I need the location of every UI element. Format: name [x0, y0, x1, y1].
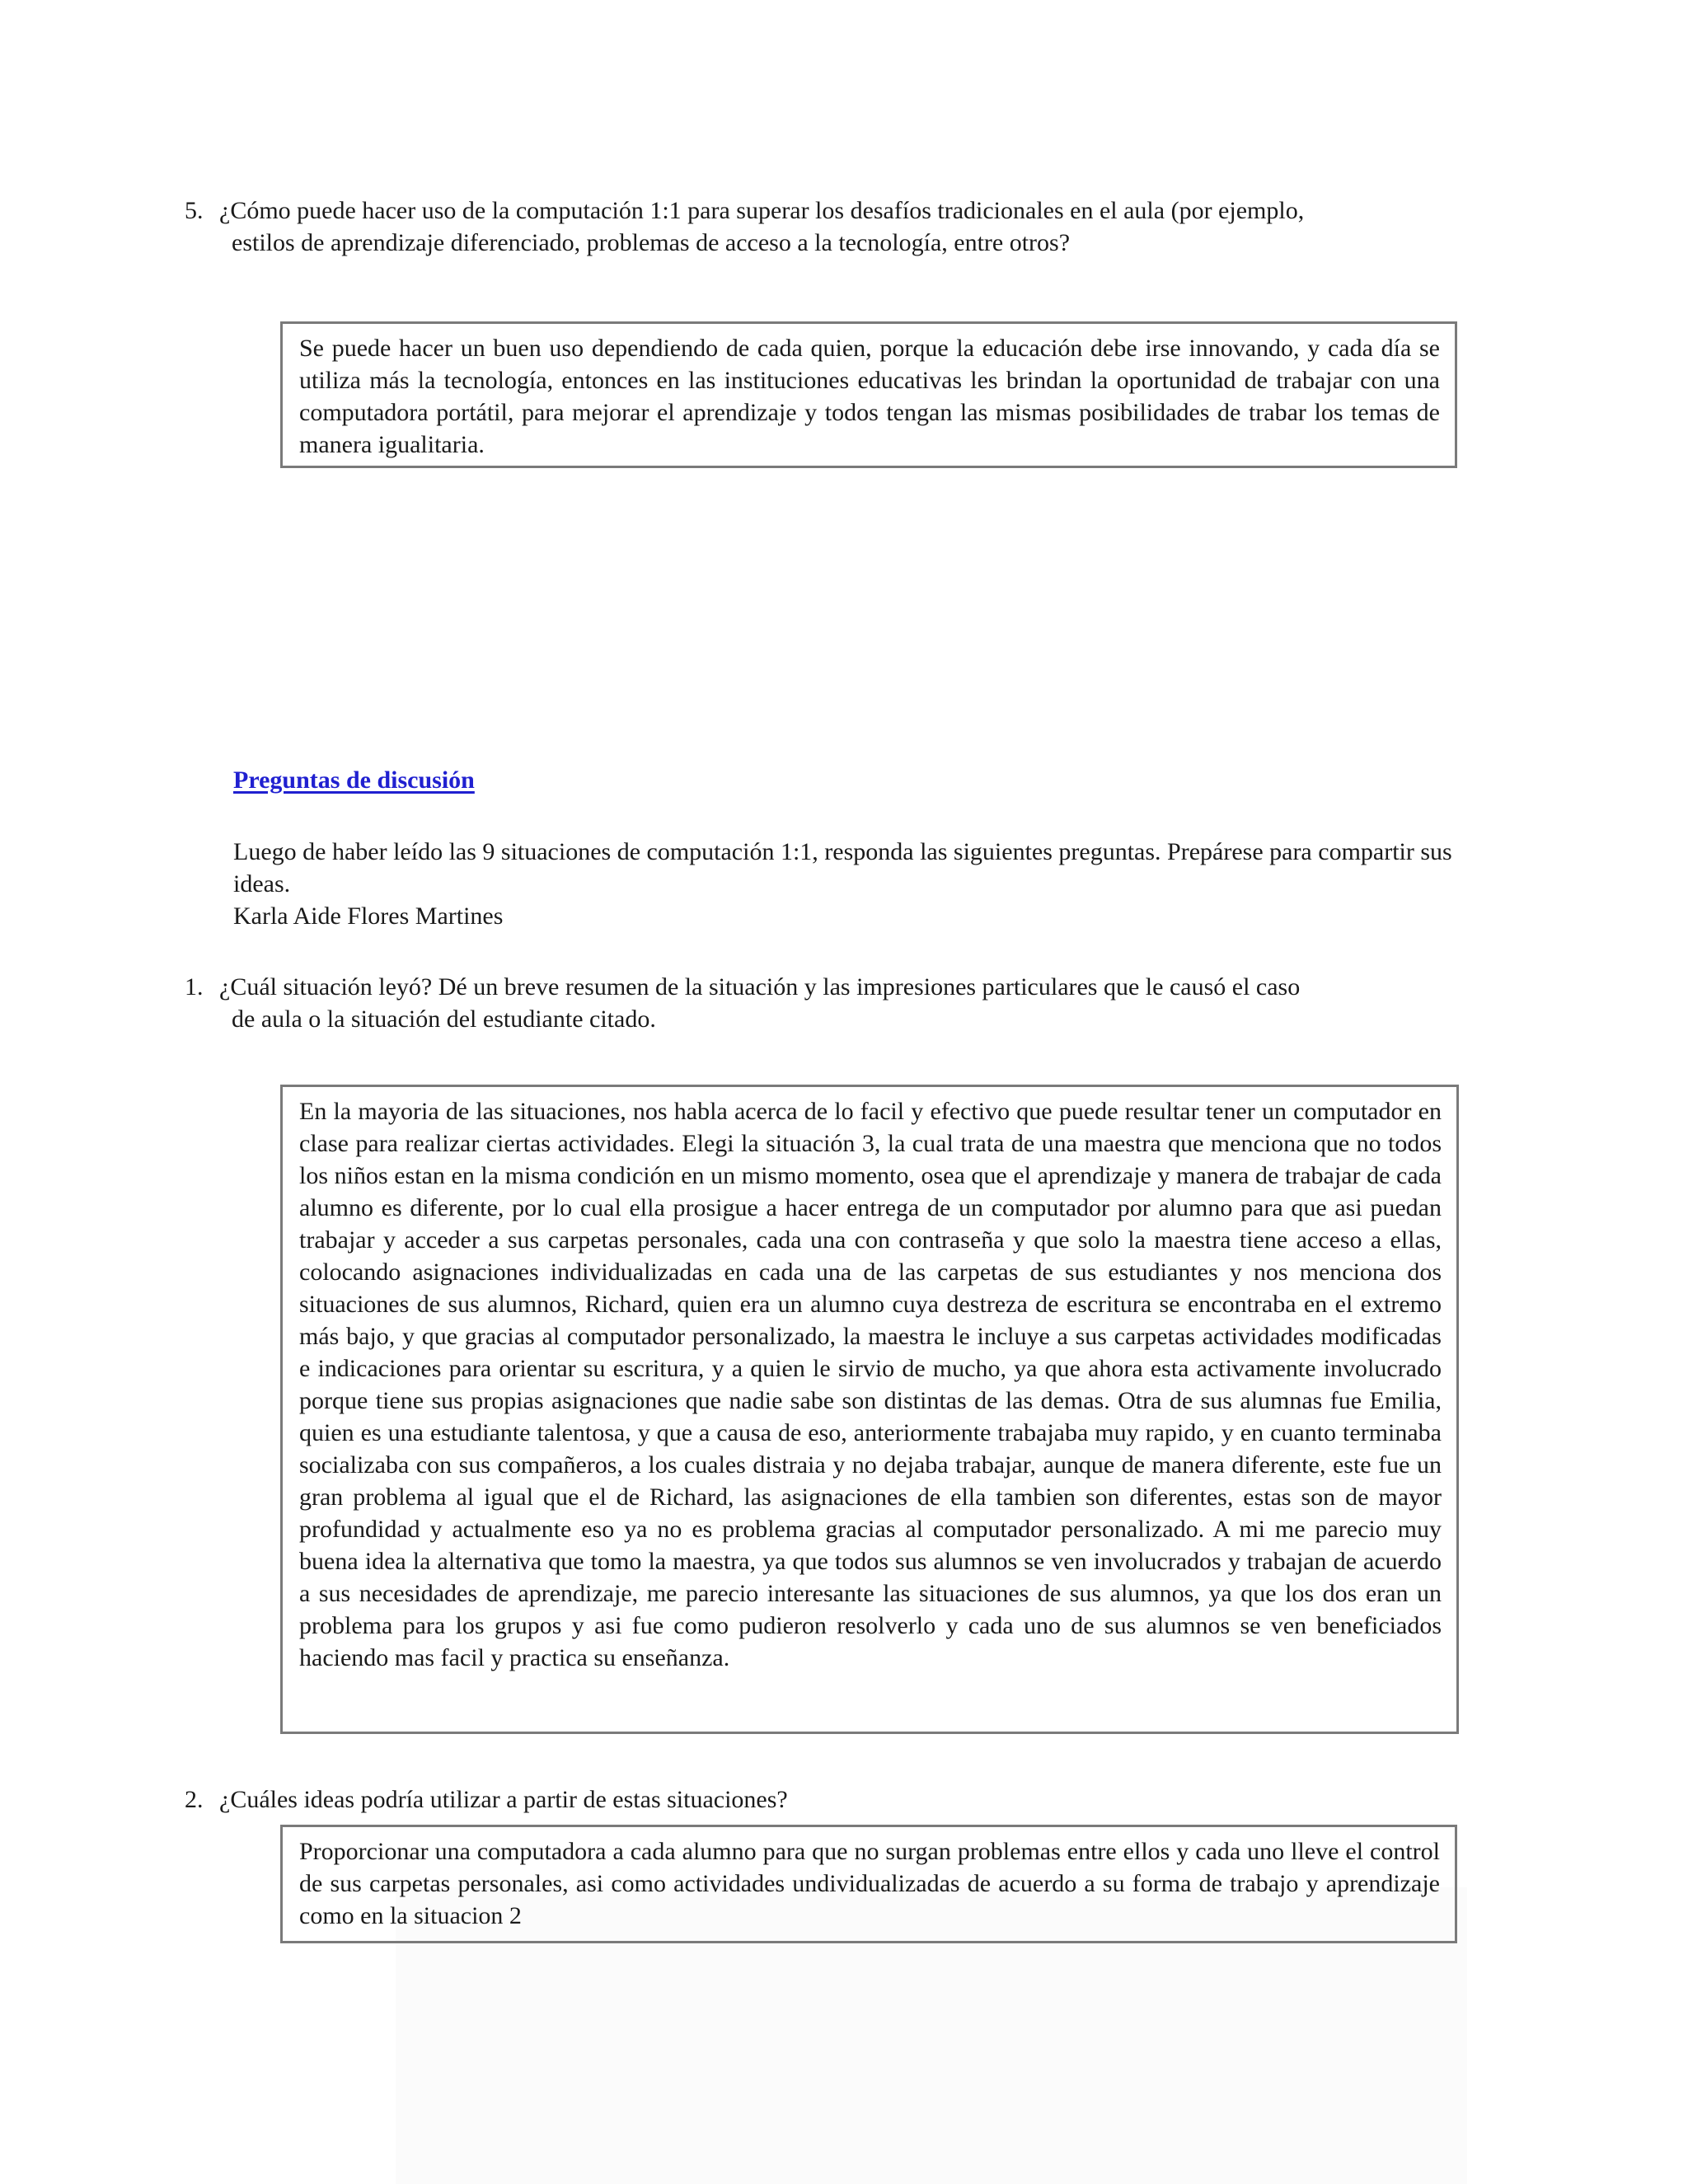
discussion-intro — [233, 836, 1457, 932]
answer-box-question-2[interactable] — [280, 1825, 1457, 1943]
question-text-line-1: ¿Cuál situación leyó? Dé un breve resumen de la situación y las impresiones particulares que le causó el caso — [219, 973, 1301, 1001]
intro-text: Luego de haber leído las 9 situaciones de computación 1:1, responda las siguientes preguntas. Prepárese para compartir sus ideas. — [233, 838, 1452, 898]
question-text — [219, 971, 1454, 1035]
question-text — [219, 194, 1454, 259]
question-text — [219, 1783, 1454, 1816]
answer-box-question-5[interactable] — [280, 321, 1457, 468]
discussion-heading-link[interactable]: Preguntas de discusión — [233, 766, 475, 794]
answer-text: En la mayoria de las situaciones, nos habla acerca de lo facil y efectivo que puede resultar tener un computador en clase para realizar ciertas actividades. Elegi la situación 3, la cual trata de una maestra que menciona que no todos los niños estan en la misma condición en un mismo momento, osea que el aprendizaje y manera de trabajar de cada alumno es diferente, por lo cual ella prosigue a hacer entrega de un computador por alumno para que asi puedan trabajar y acceder a sus carpetas personales, cada una con contraseña y que solo la maestra tiene acceso a ellas, colocando asignaciones individualizadas en cada una de las carpetas de sus estudiantes y nos menciona dos situaciones de sus alumnos, Richard, quien era un alumno cuya destreza de escritura se encontraba en el extremo más bajo, y que gracias al computador personalizado, la maestra le incluye a sus carpetas actividades modificadas e indicaciones para orientar su escritura, y a quien le sirvio de mucho, ya que ahora esta activamente involucrado porque tiene sus propias asignaciones que nadie sabe son distintas de las demas. Otra de sus alumnas fue Emilia, quien es una estudiante talentosa, y que a causa de eso, anteriormente trabajaba muy rapido, y en cuanto terminaba socializaba con sus compañeros, a los cuales distraia y no dejaba trabajar, aunque de manera diferente, este fue un gran problema al igual que el de Richard, las asignaciones de ella tambien son diferentes, estas son de mayor profundidad y actualmente eso ya no es problema gracias al computador personalizado. A mi me parecio muy buena idea la alternativa que tomo la maestra, ya que todos sus alumnos se ven involucrados y trabajan de acuerdo a sus necesidades de aprendizaje, me parecio interesante las situaciones de sus alumnos, ya que los dos eran un problema para los grupos y asi fue como pudieron resolverlo y cada uno de sus alumnos se ven beneficiados haciendo mas facil y practica su enseñanza. — [299, 1098, 1442, 1671]
question-number: 5. — [185, 197, 204, 224]
answer-box-question-1[interactable] — [280, 1085, 1459, 1734]
question-text-line-1: ¿Cómo puede hacer uso de la computación 1:1 para superar los desafíos tradicionales en el aula (por ejemplo, — [219, 197, 1305, 224]
question-number: 2. — [185, 1786, 204, 1813]
question-number: 1. — [185, 973, 204, 1001]
question-text-line-2: estilos de aprendizaje diferenciado, problemas de acceso a la tecnología, entre otros? — [232, 229, 1071, 256]
question-5 — [185, 194, 1454, 259]
answer-text: Proporcionar una computadora a cada alumno para que no surgan problemas entre ellos y cada uno lleve el control de sus carpetas personales, asi como actividades undividualizadas de acuerdo a su forma de trabajo y aprendizaje como en la situacion 2 — [299, 1838, 1440, 1929]
question-text-line-1: ¿Cuáles ideas podría utilizar a partir de estas situaciones? — [219, 1786, 788, 1813]
question-1 — [185, 971, 1454, 1035]
author-name: Karla Aide Flores Martines — [233, 902, 504, 930]
answer-text: Se puede hacer un buen uso dependiendo de cada quien, porque la educación debe irse innovando, y cada día se utiliza más la tecnología, entonces en las instituciones educativas les brindan la oportunidad de trabajar con una computadora portátil, para mejorar el aprendizaje y todos tengan las mismas posibilidades de trabar los temas de manera igualitaria. — [299, 335, 1440, 458]
question-2 — [185, 1783, 1454, 1816]
question-text-line-2: de aula o la situación del estudiante citado. — [232, 1005, 656, 1033]
